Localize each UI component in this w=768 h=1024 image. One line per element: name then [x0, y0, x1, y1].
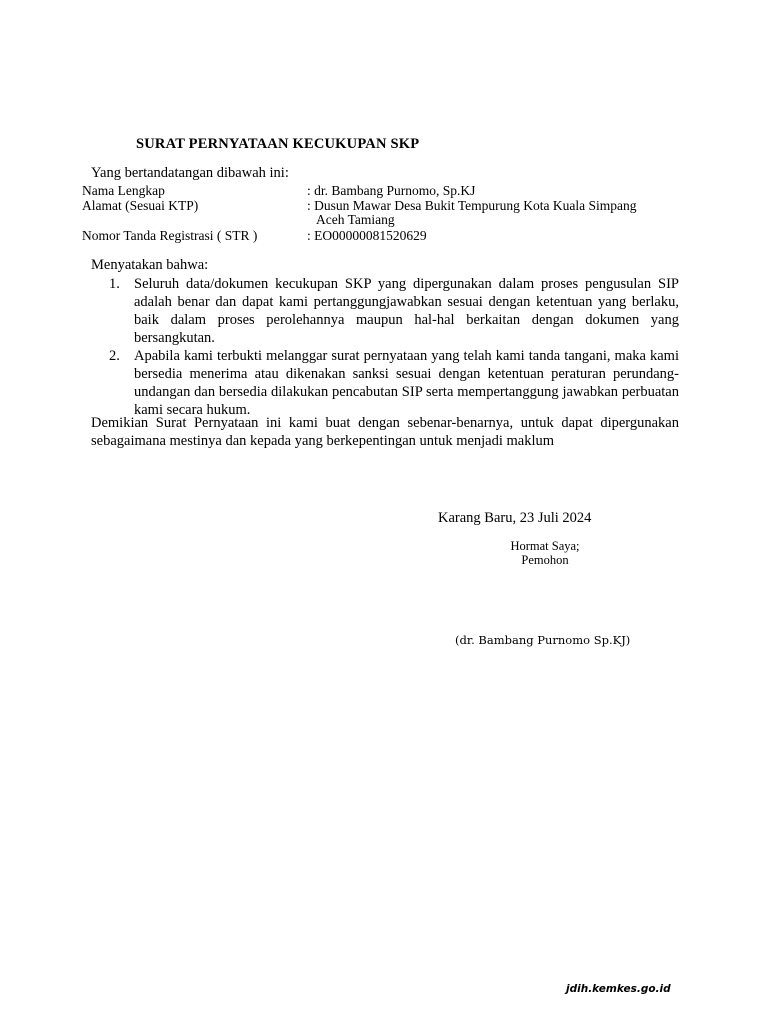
field-label-str: Nomor Tanda Registrasi ( STR ) — [82, 228, 258, 243]
field-value-name: : dr. Bambang Purnomo, Sp.KJ — [307, 183, 476, 198]
statement-number: 2. — [109, 348, 120, 364]
statement-intro: Menyatakan bahwa: — [91, 257, 209, 273]
role-text: Pemohon — [521, 553, 569, 567]
signatory-name: (dr. Bambang Purnomo Sp.KJ) — [455, 633, 631, 647]
field-value-address-cont: Aceh Tamiang — [316, 212, 395, 227]
regards-text: Hormat Saya; — [510, 539, 580, 553]
statement-item — [91, 275, 679, 347]
footer-source: jdih.kemkes.go.id — [566, 983, 671, 995]
place-date: Karang Baru, 23 Juli 2024 — [438, 510, 592, 526]
statement-number: 1. — [109, 276, 120, 292]
statement-list — [91, 275, 679, 419]
closing-paragraph: Demikian Surat Pernyataan ini kami buat dengan sebenar-benarnya, untuk dapat dipergunakan sebagaimana mestinya dan kepada yang berkepentingan untuk menjadi maklum — [91, 415, 679, 449]
field-value-address: : Dusun Mawar Desa Bukit Tempurung Kota Kuala Simpang — [307, 198, 637, 213]
statement-text: Seluruh data/dokumen kecukupan SKP yang dipergunakan dalam proses pengusulan SIP adalah benar dan dapat kami pertanggungjawabkan sesuai dengan ketentuan yang berlaku, baik dalam proses perolehannya maupun hal-hal berkaitan dengan dokumen yang bersangkutan. — [134, 276, 679, 346]
statement-text: Apabila kami terbukti melanggar surat pernyataan yang telah kami tanda tangani, maka kami bersedia menerima atau dikenakan sanksi sesuai dengan ketentuan peraturan perundang-undangan dan bersedia dilakukan pencabutan SIP serta mempertanggung jawabkan perbuatan kami secara hukum. — [134, 348, 679, 418]
field-label-address: Alamat (Sesuai KTP) — [82, 198, 199, 213]
statement-item — [91, 347, 679, 419]
document-title: SURAT PERNYATAAN KECUKUPAN SKP — [136, 136, 420, 152]
intro-text: Yang bertandatangan dibawah ini: — [91, 165, 289, 181]
field-label-name: Nama Lengkap — [82, 183, 165, 198]
field-value-str: : EO00000081520629 — [307, 228, 427, 243]
